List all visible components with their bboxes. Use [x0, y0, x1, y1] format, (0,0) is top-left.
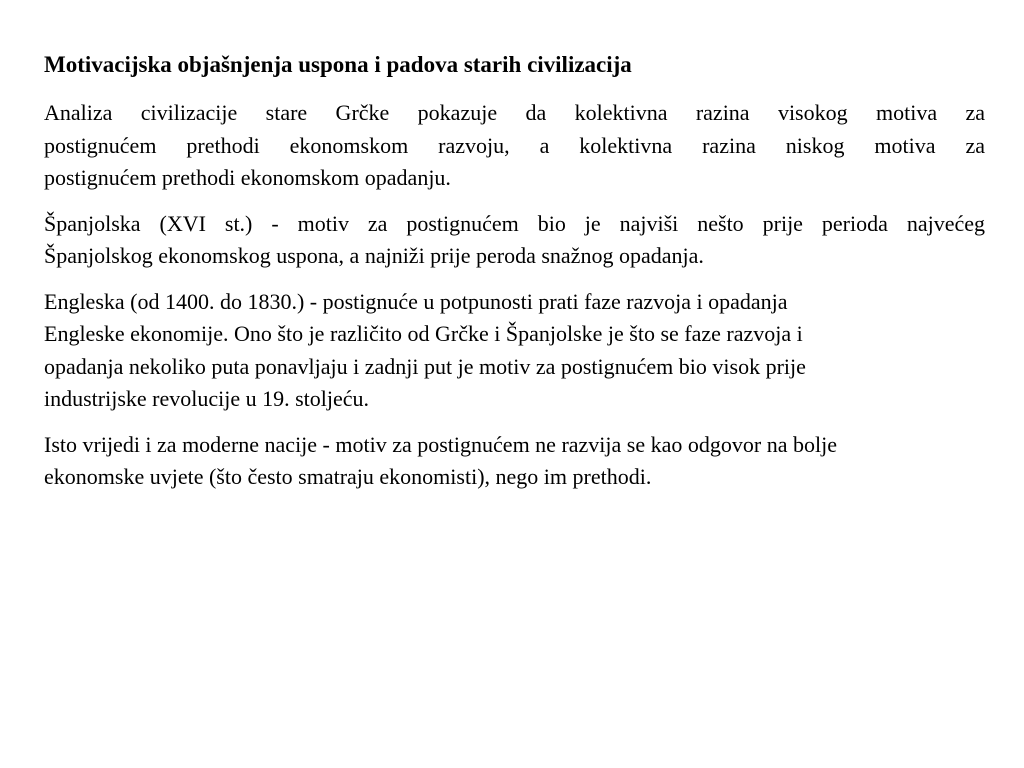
- text-line: Isto vrijedi i za moderne nacije - motiv za postignućem ne razvija se kao odgovor na bolje: [44, 431, 837, 457]
- paragraph: [44, 97, 985, 195]
- text-line: Engleske ekonomije. Ono što je različito od Grčke i Španjolske je što se faze razvoja i: [44, 321, 803, 346]
- text-line: Engleska (od 1400. do 1830.) - postignuće u potpunosti prati faze razvoja i opadanja: [44, 288, 788, 314]
- slide-title: Motivacijska objašnjenja uspona i padova starih civilizacija: [44, 52, 632, 77]
- text-line: ekonomske uvjete (što često smatraju ekonomisti), nego im prethodi.: [44, 464, 652, 489]
- text-line: Španjolskog ekonomskog uspona, a najniži prije peroda snažnog opadanja.: [44, 243, 704, 268]
- slide-body: [44, 97, 985, 494]
- text-line: postignućem prethodi ekonomskom razvoju, a kolektivna razina niskog motiva za: [44, 132, 985, 158]
- paragraph: [44, 429, 985, 494]
- paragraph: [44, 208, 985, 273]
- text-line: industrijske revolucije u 19. stoljeću.: [44, 386, 370, 411]
- text-line: postignućem prethodi ekonomskom opadanju.: [44, 165, 451, 190]
- text-line: opadanja nekoliko puta ponavljaju i zadnji put je motiv za postignućem bio visok prije: [44, 353, 806, 379]
- text-line: Španjolska (XVI st.) - motiv za postignućem bio je najviši nešto prije perioda najvećeg: [44, 210, 985, 236]
- paragraph: [44, 286, 985, 416]
- text-line: Analiza civilizacije stare Grčke pokazuje da kolektivna razina visokog motiva za: [44, 100, 985, 125]
